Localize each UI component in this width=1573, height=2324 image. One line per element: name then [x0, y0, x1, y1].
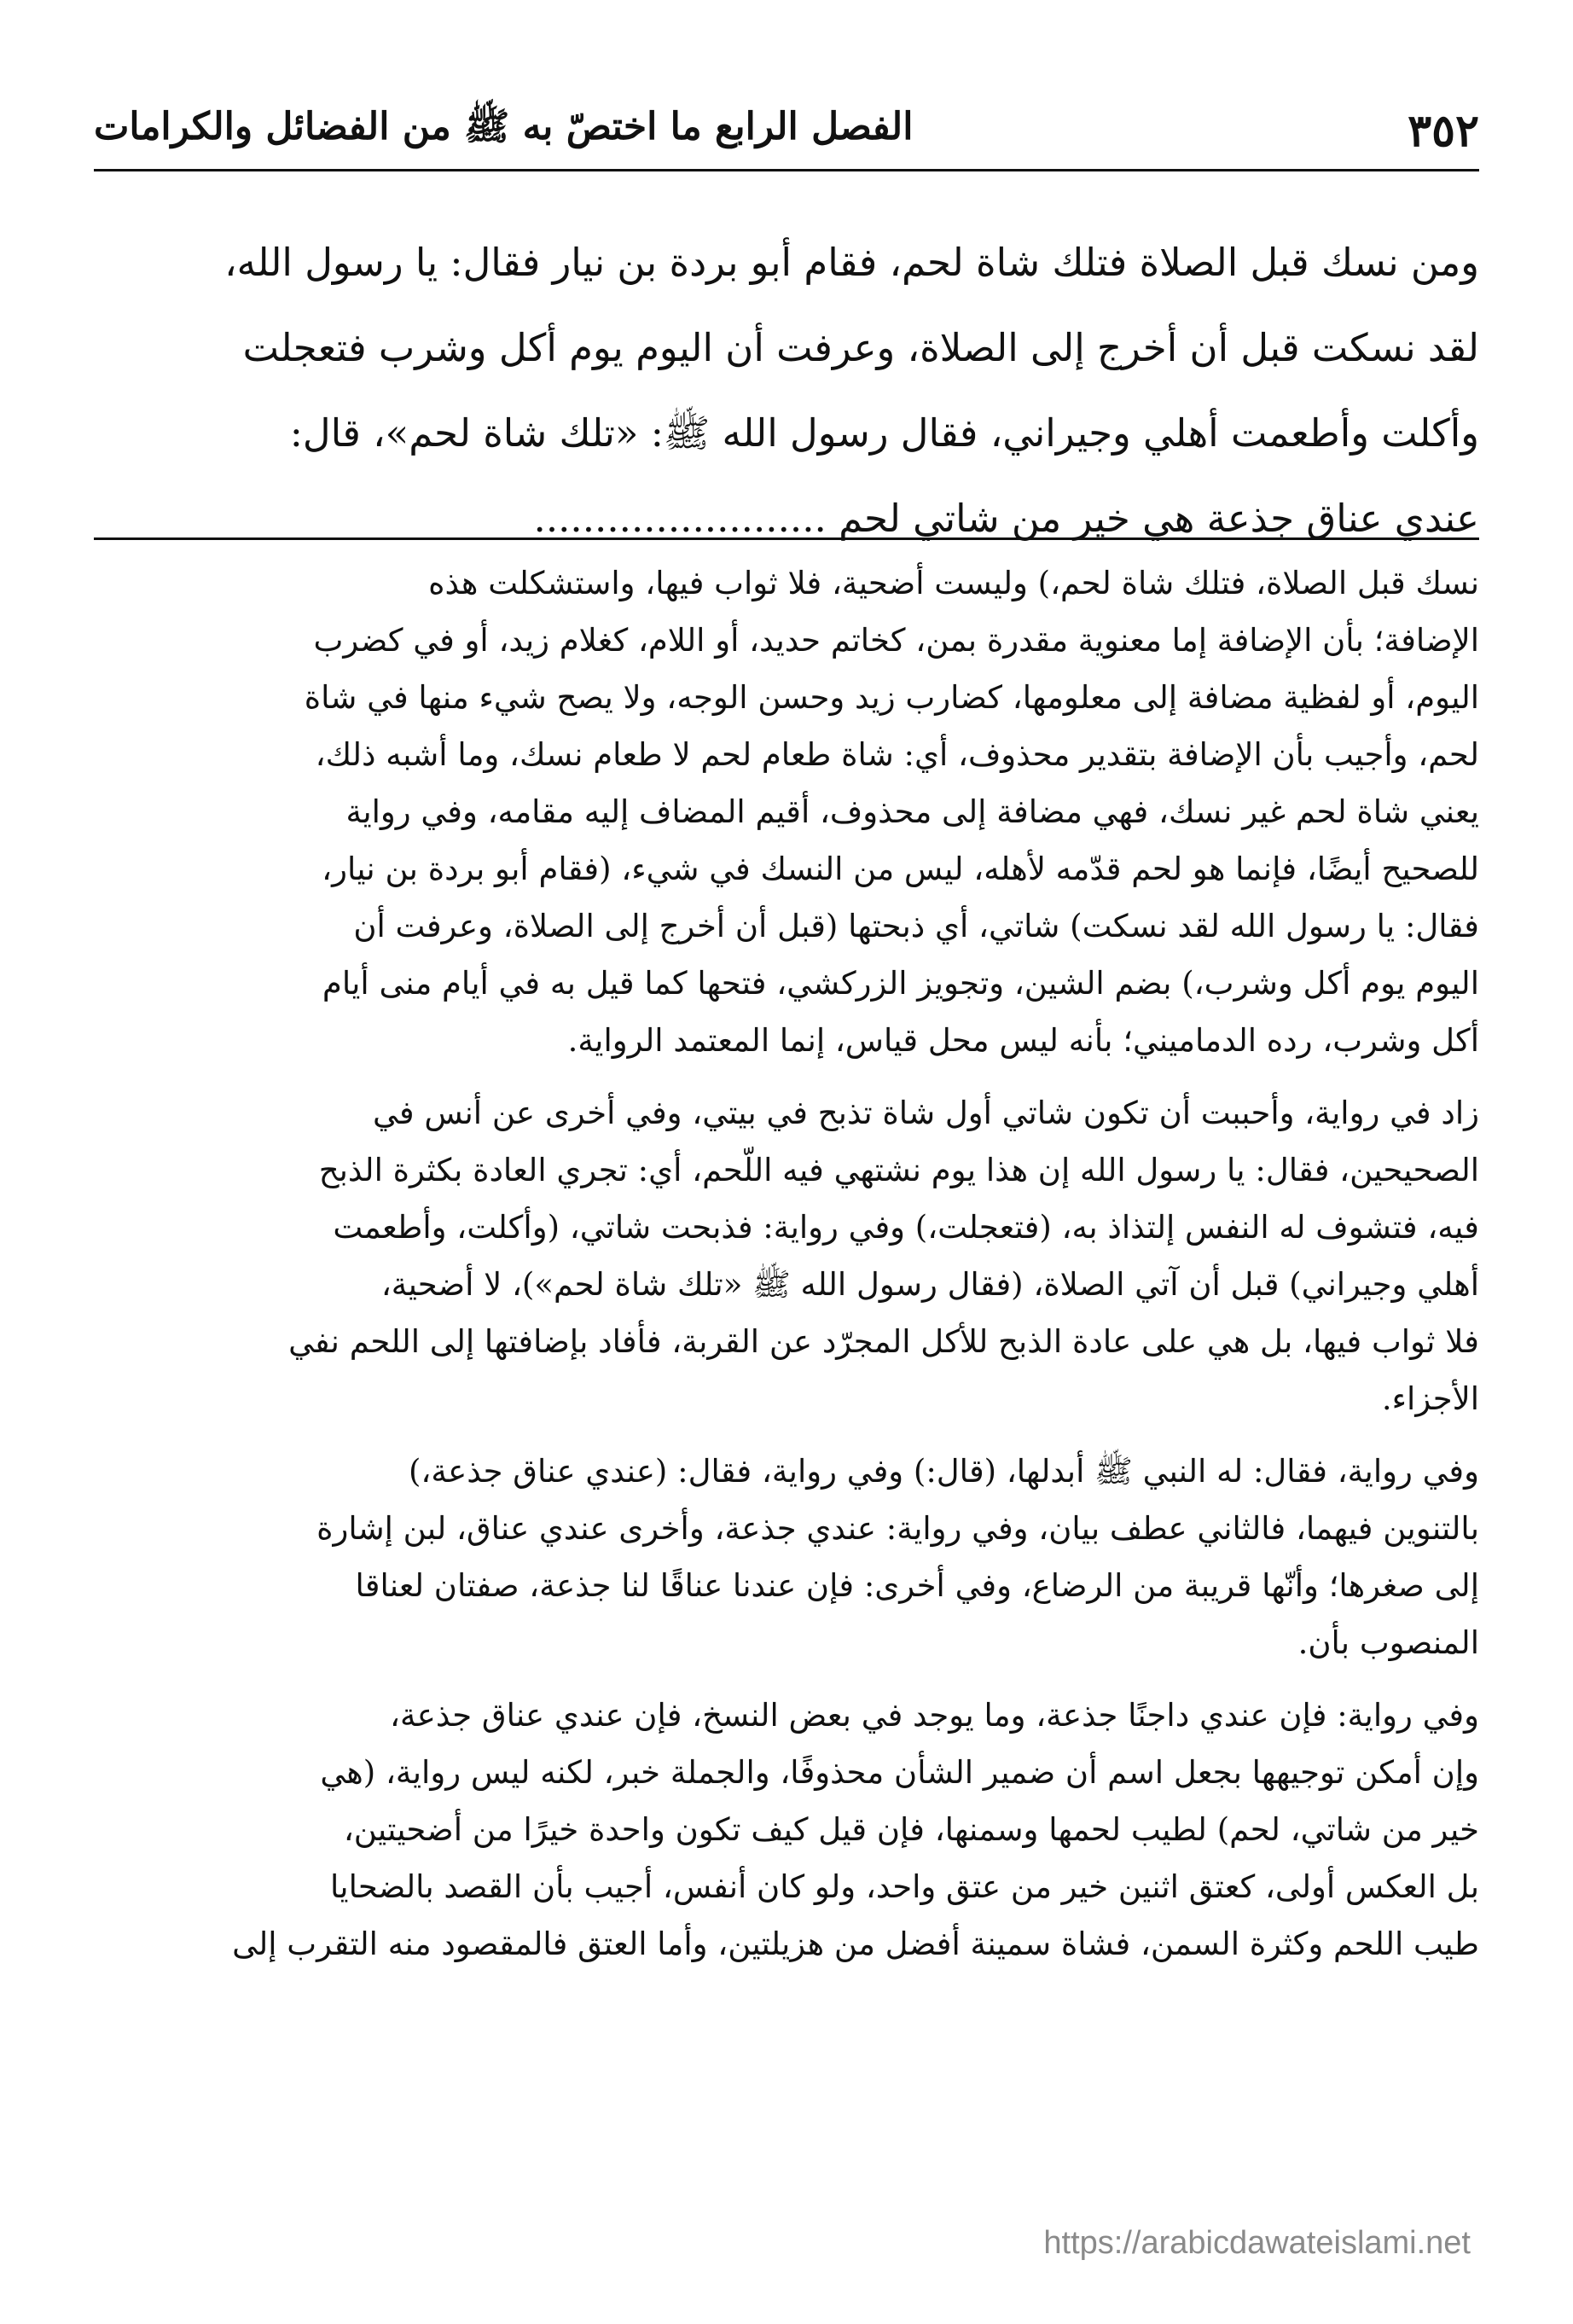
commentary-line: خير من شاتي، لحم) لطيب لحمها وسمنها، فإن قيل كيف تكون واحدة خيرًا من أضحيتين، — [343, 1811, 1479, 1848]
page-header — [94, 92, 1479, 171]
commentary-line: وفي رواية: فإن عندي داجنًا جذعة، وما يوجد في بعض النسخ، فإن عندي عناق جذعة، — [390, 1697, 1479, 1734]
commentary-line: الإضافة؛ بأن الإضافة إما معنوية مقدرة بمن، كخاتم حديد، أو اللام، كغلام زيد، أو في كضرب — [313, 622, 1479, 659]
commentary-line: الصحيحين، فقال: يا رسول الله إن هذا يوم نشتهي فيه اللّحم، أي: تجري العادة بكثرة الذبح — [318, 1152, 1479, 1188]
section-divider — [94, 537, 1479, 540]
main-text-line — [111, 476, 1479, 561]
commentary-line: فيه، فتشوف له النفس إلتذاذ به، (فتعجلت،) وفي رواية: فذبحت شاتي، (وأكلت، وأطعمت — [333, 1209, 1479, 1246]
commentary-line: لحم، وأجيب بأن الإضافة بتقدير محذوف، أي: شاة طعام لحم لا طعام نسك، وما أشبه ذلك، — [315, 736, 1479, 773]
main-text-line: لقد نسكت قبل أن أخرج إلى الصلاة، وعرفت أن اليوم يوم أكل وشرب فتعجلت — [242, 325, 1479, 370]
main-text-line: ومن نسك قبل الصلاة فتلك شاة لحم، فقام أبو بردة بن نيار فقال: يا رسول الله، — [224, 240, 1479, 285]
chapter-title: الفصل الرابع ما اختصّ به ﷺ من الفضائل والكرامات — [94, 105, 914, 148]
commentary-line: أكل وشرب، رده الدماميني؛ بأنه ليس محل قياس، إنما المعتمد الرواية. — [567, 1022, 1479, 1059]
commentary-block — [111, 555, 1479, 1988]
commentary-line: يعني شاة لحم غير نسك، فهي مضافة إلى محذوف، أقيم المضاف إليه مقامه، وفي رواية — [345, 793, 1479, 830]
source-watermark: https://arabicdawateislami.net — [1043, 2225, 1471, 2261]
commentary-line: إلى صغرها؛ وأنّها قريبة من الرضاع، وفي أخرى: فإن عندنا عناقًا لنا جذعة، صفتان لعناقا — [355, 1567, 1479, 1604]
commentary-line: بالتنوين فيهما، فالثاني عطف بيان، وفي رواية: عندي جذعة، وأخرى عندي عناق، لبن إشارة — [316, 1510, 1479, 1547]
commentary-line: وإن أمكن توجيهها بجعل اسم أن ضمير الشأن محذوفًا، والجملة خبر، لكنه ليس رواية، (هي — [320, 1754, 1479, 1791]
commentary-line: طيب اللحم وكثرة السمن، فشاة سمينة أفضل من هزيلتين، وأما العتق فالمقصود منه التقرب إلى — [232, 1926, 1479, 1962]
commentary-line: نسك قبل الصلاة، فتلك شاة لحم،) وليست أضحية، فلا ثواب فيها، واستشكلت هذه — [428, 565, 1479, 601]
commentary-line: فلا ثواب فيها، بل هي على عادة الذبح للأكل المجرّد عن القربة، فأفاد بإضافتها إلى اللحم نفي — [288, 1323, 1479, 1360]
commentary-paragraph — [111, 1084, 1479, 1427]
main-text-line-content: عندي عناق جذعة هي خير من شاتي لحم — [839, 496, 1479, 541]
commentary-line: فقال: يا رسول الله لقد نسكت) شاتي، أي ذبحتها (قبل أن أخرج إلى الصلاة، وعرفت أن — [353, 908, 1479, 944]
commentary-line: أهلي وجيراني) قبل أن آتي الصلاة، (فقال رسول الله ﷺ «تلك شاة لحم»)، لا أضحية، — [380, 1266, 1479, 1303]
main-text-block — [111, 220, 1479, 561]
commentary-line: اليوم، أو لفظية مضافة إلى معلومها، كضارب زيد وحسن الوجه، ولا يصح شيء منها في شاة — [304, 679, 1479, 716]
commentary-line: وفي رواية، فقال: له النبي ﷺ أبدلها، (قال:) وفي رواية، فقال: (عندي عناق جذعة،) — [408, 1453, 1479, 1490]
commentary-line: اليوم يوم أكل وشرب،) بضم الشين، وتجويز الزركشي، فتحها كما قيل به في أيام منى أيام — [322, 965, 1479, 1002]
commentary-line: المنصوب بأن. — [1297, 1624, 1479, 1661]
continuation-dots: ........................ — [533, 496, 827, 541]
main-text-line: وأكلت وأطعمت أهلي وجيراني، فقال رسول الله ﷺ: «تلك شاة لحم»، قال: — [289, 410, 1479, 456]
commentary-paragraph — [111, 1443, 1479, 1671]
commentary-paragraph — [111, 555, 1479, 1069]
commentary-line: للصحيح أيضًا، فإنما هو لحم قدّمه لأهله، ليس من النسك في شيء، (فقام أبو بردة بن نيار، — [322, 851, 1479, 887]
commentary-line: الأجزاء. — [1381, 1380, 1479, 1417]
page-number: ٣٥٢ — [1408, 104, 1479, 157]
commentary-paragraph — [111, 1687, 1479, 1972]
commentary-line: بل العكس أولى، كعتق اثنين خير من عتق واحد، ولو كان أنفس، أجيب بأن القصد بالضحايا — [330, 1868, 1479, 1905]
commentary-line: زاد في رواية، وأحببت أن تكون شاتي أول شاة تذبح في بيتي، وفي أخرى عن أنس في — [373, 1095, 1479, 1131]
